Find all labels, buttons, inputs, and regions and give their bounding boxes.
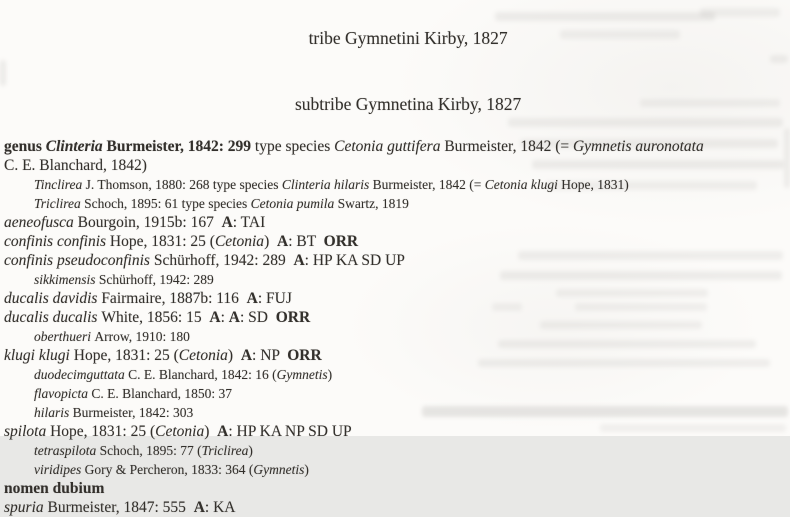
entry-segment: Gymnetis (276, 367, 328, 382)
entry-segment: Hope, 1831: 25 ( (73, 347, 179, 364)
taxonomy-list (0, 137, 790, 517)
entry-segment: ducalis ducalis (4, 309, 102, 326)
entry-line (0, 422, 790, 441)
entry-segment: Burmeister, 1847: 555 (47, 499, 194, 516)
entry-segment: C. E. Blanchard, 1842: 16 ( (128, 367, 277, 382)
entry-segment: type species (251, 138, 335, 155)
entry-line (0, 289, 790, 308)
entry-segment: Cetonia klugi (484, 177, 562, 192)
entry-segment: Arrow, 1910: 180 (94, 329, 190, 344)
entry-line (0, 194, 790, 213)
entry-segment: confinis confinis (4, 233, 110, 250)
entry-segment: Bourgoin, 1915b: 167 (77, 214, 222, 231)
tribe-heading-text: tribe Gymnetini Kirby, 1827 (308, 28, 508, 48)
entry-segment: ) (248, 443, 253, 458)
entry-line (0, 327, 790, 346)
entry-segment: Triclirea (34, 196, 85, 211)
entry-line (0, 365, 790, 384)
entry-segment: confinis pseudoconfinis (4, 252, 154, 269)
entry-segment: Schoch, 1895: 61 type species (84, 196, 251, 211)
entry-line (0, 460, 790, 479)
entry-segment: spilota (4, 423, 51, 440)
entry-segment: : NP (252, 347, 288, 364)
entry-line (0, 251, 790, 270)
entry-line (0, 346, 790, 365)
entry-segment: Burmeister, 1842 (= (444, 138, 573, 155)
entry-segment: Clinteria hilaris (281, 177, 373, 192)
entry-segment: A (209, 309, 221, 326)
entry-segment: Cetonia (178, 347, 228, 364)
entry-segment: Burmeister, 1842: 299 (106, 138, 252, 155)
entry-segment: ) (227, 347, 241, 364)
entry-segment: Triclirea (201, 443, 249, 458)
entry-segment: oberthueri (34, 329, 95, 344)
subtribe-heading-text: subtribe Gymnetina Kirby, 1827 (294, 94, 522, 114)
entry-segment: : HP KA NP SD UP (228, 423, 352, 440)
entry-segment: viridipes (34, 462, 85, 477)
entry-line (0, 479, 790, 498)
entry-segment: sikkimensis (34, 272, 99, 287)
entry-segment: : SD (239, 309, 276, 326)
entry-segment: A (246, 290, 258, 307)
entry-segment: : HP KA SD UP (304, 252, 405, 269)
entry-segment: ORR (323, 233, 359, 250)
entry-segment: aeneofusca (4, 214, 78, 231)
entry-segment: tetraspilota (34, 443, 100, 458)
entry-segment: Cetonia (155, 423, 205, 440)
subtribe-heading (0, 71, 790, 137)
entry-segment: A (293, 252, 305, 269)
entry-segment: hilaris (34, 405, 73, 420)
entry-segment: Clinteria (45, 138, 107, 155)
entry-segment: ) (304, 462, 309, 477)
entry-line (0, 175, 790, 194)
entry-line (0, 232, 790, 251)
entry-line (0, 137, 790, 156)
entry-line (0, 403, 790, 422)
entry-segment: : KA (204, 499, 236, 516)
entry-segment: ORR (287, 347, 322, 364)
entry-segment: A (221, 214, 233, 231)
entry-segment: ) (264, 233, 277, 250)
entry-segment: Gymnetis (253, 462, 305, 477)
entry-segment: Swartz, 1819 (337, 196, 409, 211)
entry-segment: Burmeister, 1842 (= (372, 177, 485, 192)
entry-segment: Gymnetis auronotata (572, 138, 704, 155)
entry-line (0, 156, 790, 175)
entry-segment: nomen dubium (4, 480, 105, 497)
entry-segment: Fairmaire, 1887b: 116 (101, 290, 247, 307)
tribe-heading (0, 5, 790, 71)
entry-line (0, 384, 790, 403)
entry-line (0, 308, 790, 327)
entry-segment: : BT (288, 233, 324, 250)
entry-segment: A (240, 347, 253, 364)
entry-segment: Hope, 1831: 25 ( (50, 423, 156, 440)
entry-segment: J. Thomson, 1880: 268 type species (85, 177, 282, 192)
entry-segment: White, 1856: 15 (101, 309, 210, 326)
entry-segment: C. E. Blanchard, 1842) (4, 157, 147, 174)
entry-segment: A (217, 423, 229, 440)
entry-segment: ducalis davidis (4, 290, 102, 307)
entry-segment: duodecimguttata (34, 367, 129, 382)
entry-segment: Hope, 1831: 25 ( (109, 233, 215, 250)
entry-segment: Gory & Percheron, 1833: 364 ( (84, 462, 254, 477)
entry-segment: : FUJ (257, 290, 292, 307)
entry-segment: genus (4, 138, 46, 155)
entry-line (0, 441, 790, 460)
entry-line (0, 498, 790, 517)
entry-line (0, 270, 790, 289)
entry-segment: C. E. Blanchard, 1850: 37 (91, 386, 232, 401)
entry-segment: spuria (4, 499, 48, 516)
entry-segment: ) (327, 367, 333, 382)
entry-segment: Hope, 1831) (561, 177, 629, 192)
entry-segment: A (228, 309, 240, 326)
entry-segment: klugi klugi (4, 347, 74, 364)
entry-segment: A (276, 233, 289, 250)
entry-segment: ORR (275, 309, 311, 326)
entry-segment: flavopicta (34, 386, 92, 401)
entry-segment: Cetonia guttifera (334, 138, 445, 155)
entry-segment: Cetonia (214, 233, 265, 250)
entry-segment: Schürhoff, 1942: 289 (153, 252, 294, 269)
entry-segment: Schürhoff, 1942: 289 (98, 272, 214, 287)
entry-segment: Schoch, 1895: 77 ( (99, 443, 202, 458)
entry-segment: Burmeister, 1842: 303 (72, 405, 194, 420)
entry-segment: A (193, 499, 205, 516)
entry-segment: ) (204, 423, 218, 440)
entry-line (0, 213, 790, 232)
entry-segment: Cetonia pumila (250, 196, 338, 211)
entry-segment: : TAI (232, 214, 266, 231)
entry-segment: Tinclirea (34, 177, 86, 192)
entry-segment: : (220, 309, 229, 326)
